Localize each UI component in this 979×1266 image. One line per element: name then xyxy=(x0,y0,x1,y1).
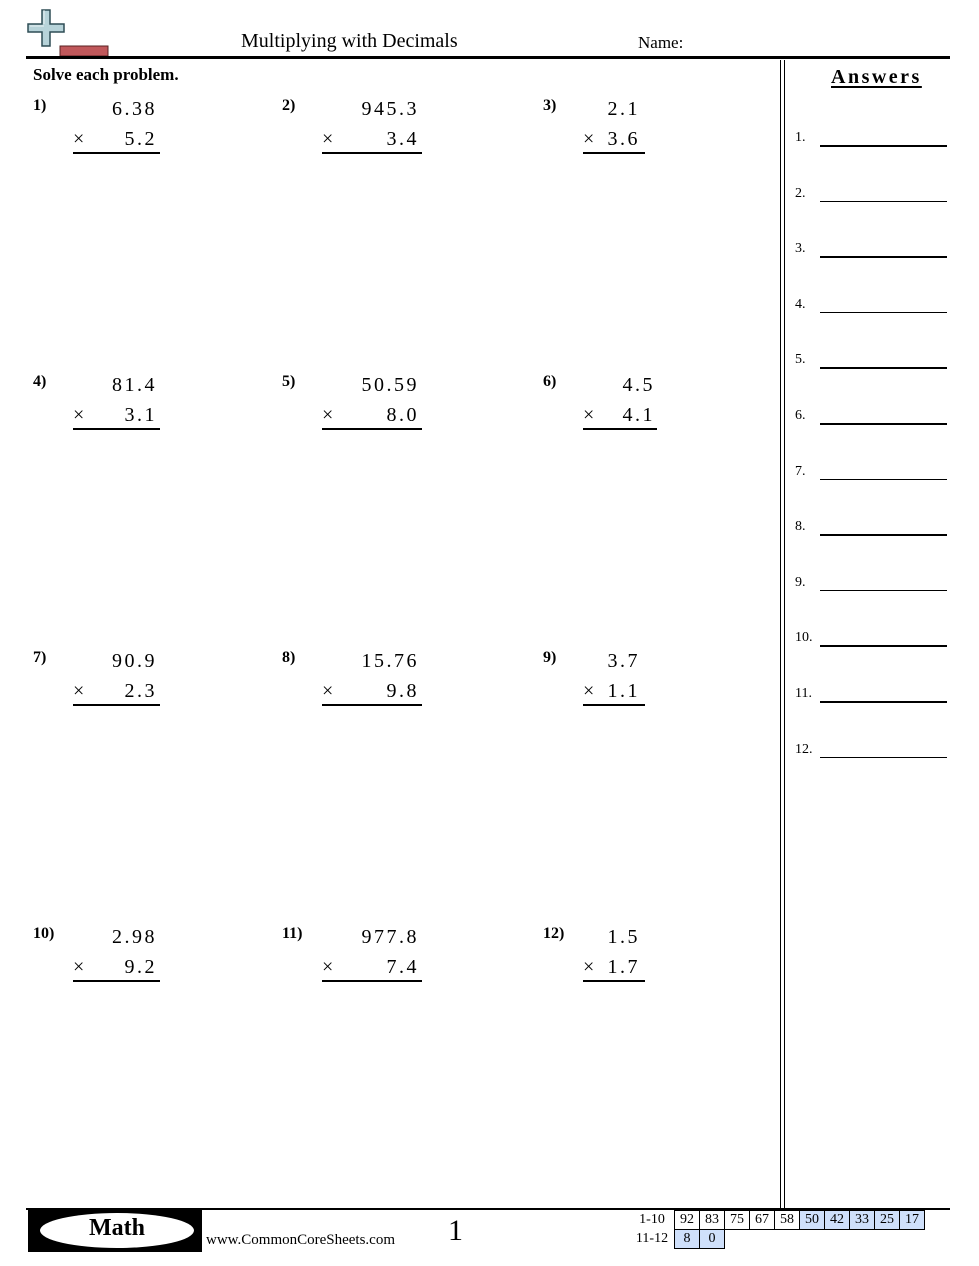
score-cell-empty xyxy=(850,1230,875,1249)
answer-label: 1. xyxy=(795,130,806,145)
multiplier: 7.4 xyxy=(386,956,419,978)
score-cell-empty xyxy=(725,1230,750,1249)
answer-label: 5. xyxy=(795,352,806,368)
problem-number: 10) xyxy=(33,925,55,942)
problem-item xyxy=(543,649,743,729)
site-url: www.CommonCoreSheets.com xyxy=(206,1232,396,1248)
score-cell: 75 xyxy=(725,1211,750,1230)
answer-label: 4. xyxy=(795,296,806,312)
problem-underline xyxy=(73,704,160,706)
problem-item xyxy=(282,925,482,1005)
answer-row xyxy=(795,352,947,372)
score-cell: 92 xyxy=(675,1211,700,1230)
score-cell: 58 xyxy=(775,1211,800,1230)
answer-row xyxy=(795,630,947,650)
multiplier: 2.3 xyxy=(124,680,157,702)
answer-blank[interactable] xyxy=(820,701,947,703)
score-cell: 25 xyxy=(875,1211,900,1230)
times-sign: × xyxy=(322,404,334,426)
multiplicand: 90.9 xyxy=(112,650,157,672)
problem-item xyxy=(543,97,743,177)
score-cell-empty xyxy=(800,1230,825,1249)
answer-label: 2. xyxy=(795,185,806,201)
problem-underline xyxy=(322,152,422,154)
answer-label: 10. xyxy=(795,630,813,646)
answer-blank[interactable] xyxy=(820,645,947,647)
multiplicand: 977.8 xyxy=(361,926,419,948)
multiplicand: 15.76 xyxy=(361,650,419,672)
answer-label: 7. xyxy=(795,463,806,479)
score-cell: 42 xyxy=(825,1211,850,1230)
answer-blank[interactable] xyxy=(820,534,947,536)
problem-underline xyxy=(322,980,422,982)
multiplier: 3.6 xyxy=(607,128,640,150)
problem-underline xyxy=(583,704,645,706)
answer-label: 3. xyxy=(795,241,806,257)
multiplier: 1.7 xyxy=(607,956,640,978)
worksheet-title: Multiplying with Decimals xyxy=(241,30,458,52)
answer-row xyxy=(795,241,947,261)
problem-number: 4) xyxy=(33,373,47,390)
times-sign: × xyxy=(583,956,595,978)
problem-number: 11) xyxy=(282,925,303,942)
times-sign: × xyxy=(583,680,595,702)
problem-item xyxy=(33,649,233,729)
multiplier: 3.1 xyxy=(124,404,157,426)
answer-blank[interactable] xyxy=(820,423,947,425)
times-sign: × xyxy=(322,956,334,978)
multiplicand: 1.5 xyxy=(607,926,640,948)
multiplier: 9.8 xyxy=(386,680,419,702)
problem-item xyxy=(33,373,233,453)
problem-item xyxy=(282,97,482,177)
score-cell: 17 xyxy=(900,1211,925,1230)
score-cell: 0 xyxy=(700,1230,725,1249)
answer-label: 11. xyxy=(795,686,812,701)
multiplier: 1.1 xyxy=(607,680,640,702)
multiplicand: 3.7 xyxy=(607,650,640,672)
problem-number: 5) xyxy=(282,373,296,390)
math-label: Math xyxy=(89,1215,145,1241)
multiplicand: 2.98 xyxy=(112,926,157,948)
problem-underline xyxy=(583,980,645,982)
problem-underline xyxy=(73,428,160,430)
score-cell-empty xyxy=(875,1230,900,1249)
problem-item xyxy=(282,373,482,453)
problem-underline xyxy=(73,980,160,982)
answer-row xyxy=(795,464,947,484)
score-cell-empty xyxy=(750,1230,775,1249)
score-row xyxy=(630,1211,925,1230)
problem-item xyxy=(282,649,482,729)
times-sign: × xyxy=(73,404,85,426)
problem-number: 6) xyxy=(543,373,557,390)
times-sign: × xyxy=(322,128,334,150)
answer-blank[interactable] xyxy=(820,312,947,314)
multiplicand: 945.3 xyxy=(361,98,419,120)
times-sign: × xyxy=(583,128,595,150)
problem-number: 8) xyxy=(282,649,296,666)
answer-label: 6. xyxy=(795,408,806,423)
problem-item xyxy=(543,925,743,1005)
header-divider xyxy=(26,56,950,59)
problem-underline xyxy=(583,428,657,430)
answer-row xyxy=(795,742,947,762)
score-cell-empty xyxy=(900,1230,925,1249)
problem-item xyxy=(33,925,233,1005)
answer-column-divider xyxy=(784,60,785,1210)
answer-blank[interactable] xyxy=(820,145,947,147)
times-sign: × xyxy=(322,680,334,702)
score-row xyxy=(630,1230,925,1249)
answer-row xyxy=(795,519,947,539)
problem-item xyxy=(33,97,233,177)
answer-row xyxy=(795,575,947,595)
score-cell: 33 xyxy=(850,1211,875,1230)
answer-blank[interactable] xyxy=(820,201,947,203)
answer-label: 9. xyxy=(795,574,806,590)
multiplicand: 6.38 xyxy=(112,98,157,120)
answer-row xyxy=(795,186,947,206)
score-table xyxy=(630,1210,925,1249)
problem-underline xyxy=(583,152,645,154)
answers-title: Answers xyxy=(831,66,922,88)
multiplier: 3.4 xyxy=(386,128,419,150)
times-sign: × xyxy=(73,128,85,150)
score-row-label: 1-10 xyxy=(639,1212,665,1227)
answer-blank[interactable] xyxy=(820,757,947,759)
times-sign: × xyxy=(73,680,85,702)
name-label: Name: xyxy=(638,33,684,52)
problem-underline xyxy=(322,704,422,706)
problem-underline xyxy=(73,152,160,154)
instructions: Solve each problem. xyxy=(33,65,179,84)
multiplier: 9.2 xyxy=(124,956,157,978)
problem-underline xyxy=(322,428,422,430)
plus-minus-logo-icon xyxy=(26,8,110,58)
answer-blank[interactable] xyxy=(820,367,947,369)
multiplier: 4.1 xyxy=(622,404,655,426)
answer-blank[interactable] xyxy=(820,256,947,258)
problem-number: 7) xyxy=(33,649,47,666)
page-number: 1 xyxy=(448,1214,463,1247)
answer-row xyxy=(795,297,947,317)
multiplier: 8.0 xyxy=(386,404,419,426)
score-cell: 50 xyxy=(800,1211,825,1230)
problem-number: 2) xyxy=(282,97,296,114)
answer-row xyxy=(795,130,947,150)
multiplicand: 50.59 xyxy=(361,374,419,396)
answer-blank[interactable] xyxy=(820,590,947,592)
score-cell: 83 xyxy=(700,1211,725,1230)
answer-row xyxy=(795,686,947,706)
times-sign: × xyxy=(583,404,595,426)
times-sign: × xyxy=(73,956,85,978)
problem-number: 9) xyxy=(543,649,557,666)
problem-number: 3) xyxy=(543,97,557,114)
problem-number: 12) xyxy=(543,925,565,942)
score-cell: 67 xyxy=(750,1211,775,1230)
answer-blank[interactable] xyxy=(820,479,947,481)
answer-label: 12. xyxy=(795,741,813,757)
score-cell: 8 xyxy=(675,1230,700,1249)
answer-column-divider xyxy=(780,60,781,1210)
problem-number: 1) xyxy=(33,97,47,114)
score-row-label: 11-12 xyxy=(635,1231,669,1246)
multiplicand: 81.4 xyxy=(112,374,157,396)
multiplicand: 2.1 xyxy=(607,98,640,120)
problem-item xyxy=(543,373,743,453)
score-cell-empty xyxy=(775,1230,800,1249)
multiplier: 5.2 xyxy=(124,128,157,150)
answer-label: 8. xyxy=(795,519,806,535)
answer-row xyxy=(795,408,947,428)
multiplicand: 4.5 xyxy=(622,374,655,396)
score-cell-empty xyxy=(825,1230,850,1249)
